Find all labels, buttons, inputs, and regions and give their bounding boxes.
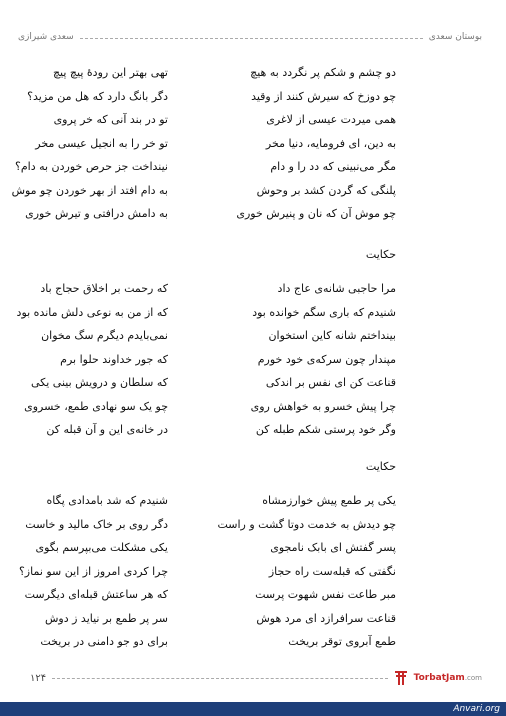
hemistich-second: دگر بانگ دارد که هل من مزید؟ [27,89,168,103]
hemistich-second: نمی‌بایدم دیگرم سگ مخوان [41,329,168,342]
watermark-link[interactable]: Anvari.org [453,704,500,714]
logo-name: TorbatJam [413,673,465,683]
torbatjam-logo-icon [394,670,408,686]
couplet-row [0,584,506,606]
hemistich-second: در خانه‌ی این و آن قبله کن [46,423,168,436]
footer-divider [52,678,388,679]
couplet-row [0,62,506,84]
hemistich-second: شنیدم که شد بامدادی پگاه [46,494,168,507]
section-title: حکایت [365,248,396,261]
hemistich-second: سر پر طمع بر نیاید ز دوش [44,611,168,625]
hemistich-second: که جور خداوند حلوا برم [60,352,168,366]
footer-bar [0,702,506,716]
hemistich-second: نینداخت جز حرص خوردن به دام؟ [15,160,168,173]
hemistich-second: تو در بند آنی که خر پروی [53,113,168,126]
couplet-row [0,561,506,583]
couplet-row [0,537,506,559]
couplet-row [0,109,506,131]
couplet-row [0,203,506,225]
section-title: حکایت [365,460,396,473]
hemistich-first: شنیدم که باری سگم خوانده بود [252,305,396,319]
hemistich-second: دگر روی بر خاک مالید و خاست [25,517,168,531]
couplet-row [0,325,506,347]
couplet-row [0,86,506,108]
couplet-row [0,419,506,441]
couplet-row [0,302,506,324]
hemistich-second: چو یک سو نهادی طمع، خسروی [24,399,168,413]
hemistich-second: که هر ساعتش قبله‌ای دیگرست [24,588,168,601]
page-footer [30,670,482,686]
hemistich-first: مگر می‌نبینی که دد را و دام [270,160,396,173]
hemistich-first: مبر طاعت نفس شهوت پرست [255,588,396,601]
hemistich-second: که سلطان و درویش بینی یکی [30,376,168,389]
couplet-row [0,156,506,178]
hemistich-first: چرا پیش خسرو به خواهش روی [250,399,396,413]
couplet-row [0,372,506,394]
hemistich-first: چو دوزخ که سیرش کنند از وقید [251,89,396,103]
couplet-row [0,349,506,371]
book-title: بوستان سعدی [428,32,482,42]
couplet-row [0,133,506,155]
couplet-row [0,608,506,630]
hemistich-first: چو موش آن که نان و پنیرش خوری [236,207,396,220]
couplet-row [0,631,506,653]
couplet-row [0,278,506,300]
hemistich-first: چو دیدش به خدمت دوتا گشت و راست [217,517,396,531]
hemistich-second: برای دو جو دامنی در بریخت [40,635,168,648]
author-name: سعدی شیرازی [18,32,74,42]
hemistich-second: که از من به نوعی دلش مانده بود [16,305,168,319]
hemistich-first: قناعت کن ای نفس بر اندکی [265,376,396,389]
page-header [18,30,482,44]
hemistich-first: بینداختم شانه کاین استخوان [268,329,396,342]
hemistich-second: چرا کردی امروز از این سو نماز؟ [18,564,168,578]
hemistich-first: وگر خود پرستی شکم طبله کن [255,423,396,436]
hemistich-second: که رحمت بر اخلاق حجاج باد [40,282,168,295]
hemistich-first: دو چشم و شکم پر نگردد به هیچ [250,66,396,79]
hemistich-second: به دام افتد از بهر خوردن چو موش [11,183,168,197]
site-logo-text[interactable] [414,673,482,683]
hemistich-first: یکی پر طمع پیش خوارزمشاه [262,494,396,507]
header-divider [80,38,423,39]
couplet-row [0,490,506,512]
hemistich-first: همی میردت عیسی از لاغری [266,113,396,126]
couplet-row [0,396,506,418]
hemistich-first: پلنگی که گردن کشد بر وحوش [256,183,396,197]
hemistich-first: قناعت سرافرازد ای مرد هوش [256,611,396,625]
hemistich-second: به دامش درافتی و تیرش خوری [25,207,168,220]
hemistich-first: مرا حاجبی شانه‌ی عاج داد [277,282,396,295]
couplet-row [0,180,506,202]
hemistich-first: پسر گفتش ای بابک نامجوی [270,541,396,554]
hemistich-first: طمع آبروی توقر بریخت [288,635,396,648]
couplet-row [0,514,506,536]
hemistich-second: تهی بهتر این رودهٔ پیچ پیچ [52,66,168,79]
hemistich-first: نگفتی که قبله‌ست راه حجاز [268,564,396,578]
hemistich-second: تو خر را به انجیل عیسی مخر [35,136,168,150]
hemistich-second: یکی مشکلت می‌بپرسم بگوی [35,541,168,554]
hemistich-first: مپندار چون سرکه‌ی خود خورم [257,352,396,366]
page-number: ۱۲۴ [30,672,47,684]
hemistich-first: به دین، ای فرومایه، دنیا مخر [265,136,396,150]
logo-domain: .com [464,674,482,682]
